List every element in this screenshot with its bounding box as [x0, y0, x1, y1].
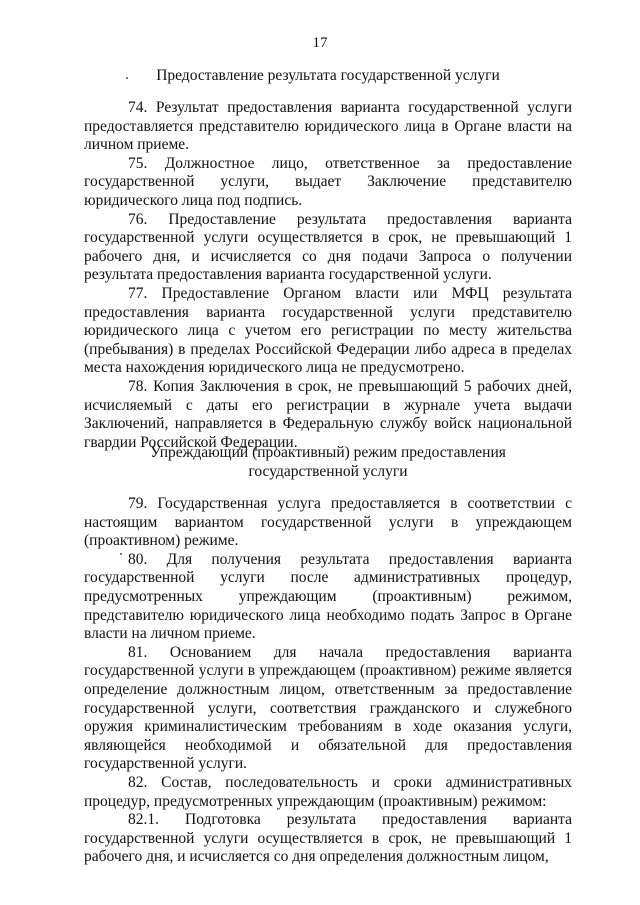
- paragraph-82: 82. Состав, последовательность и сроки административных процедур, предусмотренных упреждающим (проактивным) режимом:: [84, 773, 572, 810]
- paragraph-75: 75. Должностное лицо, ответственное за предоставление государственной услуги, выдает Заключение представителю юридического лица под подпись.: [84, 154, 572, 209]
- scan-speck: [120, 553, 122, 555]
- paragraph-77: 77. Предоставление Органом власти или МФЦ результата предоставления варианта государственной услуги представителю юридического лица с учетом его регистрации по месту жительства (пребывания) в пределах Российской Федерации либо адреса в пределах места нахождения юридического лица не предусмотрено.: [84, 284, 572, 377]
- paragraph-81: 81. Основанием для начала предоставления варианта государственной услуги в упреждающем (проактивном) режиме является определение должностным лицом, ответственным за предоставление государственной услуги, соответствия гражданского и служебного оружия криминалистическим требованиям в ходе оказания услуги, являющейся необходимой и обязательной для предоставления государственной услуги.: [84, 643, 572, 773]
- section-heading-result: Предоставление результата государственной услуги: [156, 67, 500, 84]
- paragraph-79: 79. Государственная услуга предоставляется в соответствии с настоящим вариантом государственной услуги в упреждающем (проактивном) режиме.: [84, 495, 572, 550]
- paragraph-78: 78. Копия Заключения в срок, не превышающий 5 рабочих дней, исчисляемый с даты его регистрации в журнале учета выдачи Заключений, направляется в Федеральную службу войск национальной гвардии Российской Федерации.: [84, 377, 572, 451]
- paragraph-80: 80. Для получения результата предоставления варианта государственной услуги после административных процедур, предусмотренных упреждающим (проактивным) режимом, представителю юридического лица необходимо подать Запрос в Органе власти на личном приеме.: [84, 550, 572, 643]
- section-proactive-body: [84, 495, 572, 867]
- section-heading-proactive-line1: Упреждающий (проактивный) режим предоставления: [150, 444, 506, 461]
- section-heading-proactive: [84, 443, 572, 481]
- section-heading-proactive-line2: государственной услуги: [248, 463, 408, 480]
- paragraph-74: 74. Результат предоставления варианта государственной услуги предоставляется представителю юридического лица в Органе власти на личном приеме.: [84, 99, 572, 154]
- scan-speck: [126, 77, 128, 79]
- page-number: 17: [312, 35, 328, 51]
- section-result-body: [84, 99, 572, 452]
- paragraph-76: 76. Предоставление результата предоставления варианта государственной услуги осуществляется в срок, не превышающий 1 рабочего дня, и исчисляется со дня подачи Запроса о получении результата предоставления варианта государственной услуги.: [84, 210, 572, 284]
- paragraph-82-1: 82.1. Подготовка результата предоставления варианта государственной услуги осуществляется в срок, не превышающий 1 рабочего дня, и исчисляется со дня определения должностным лицом,: [84, 811, 572, 866]
